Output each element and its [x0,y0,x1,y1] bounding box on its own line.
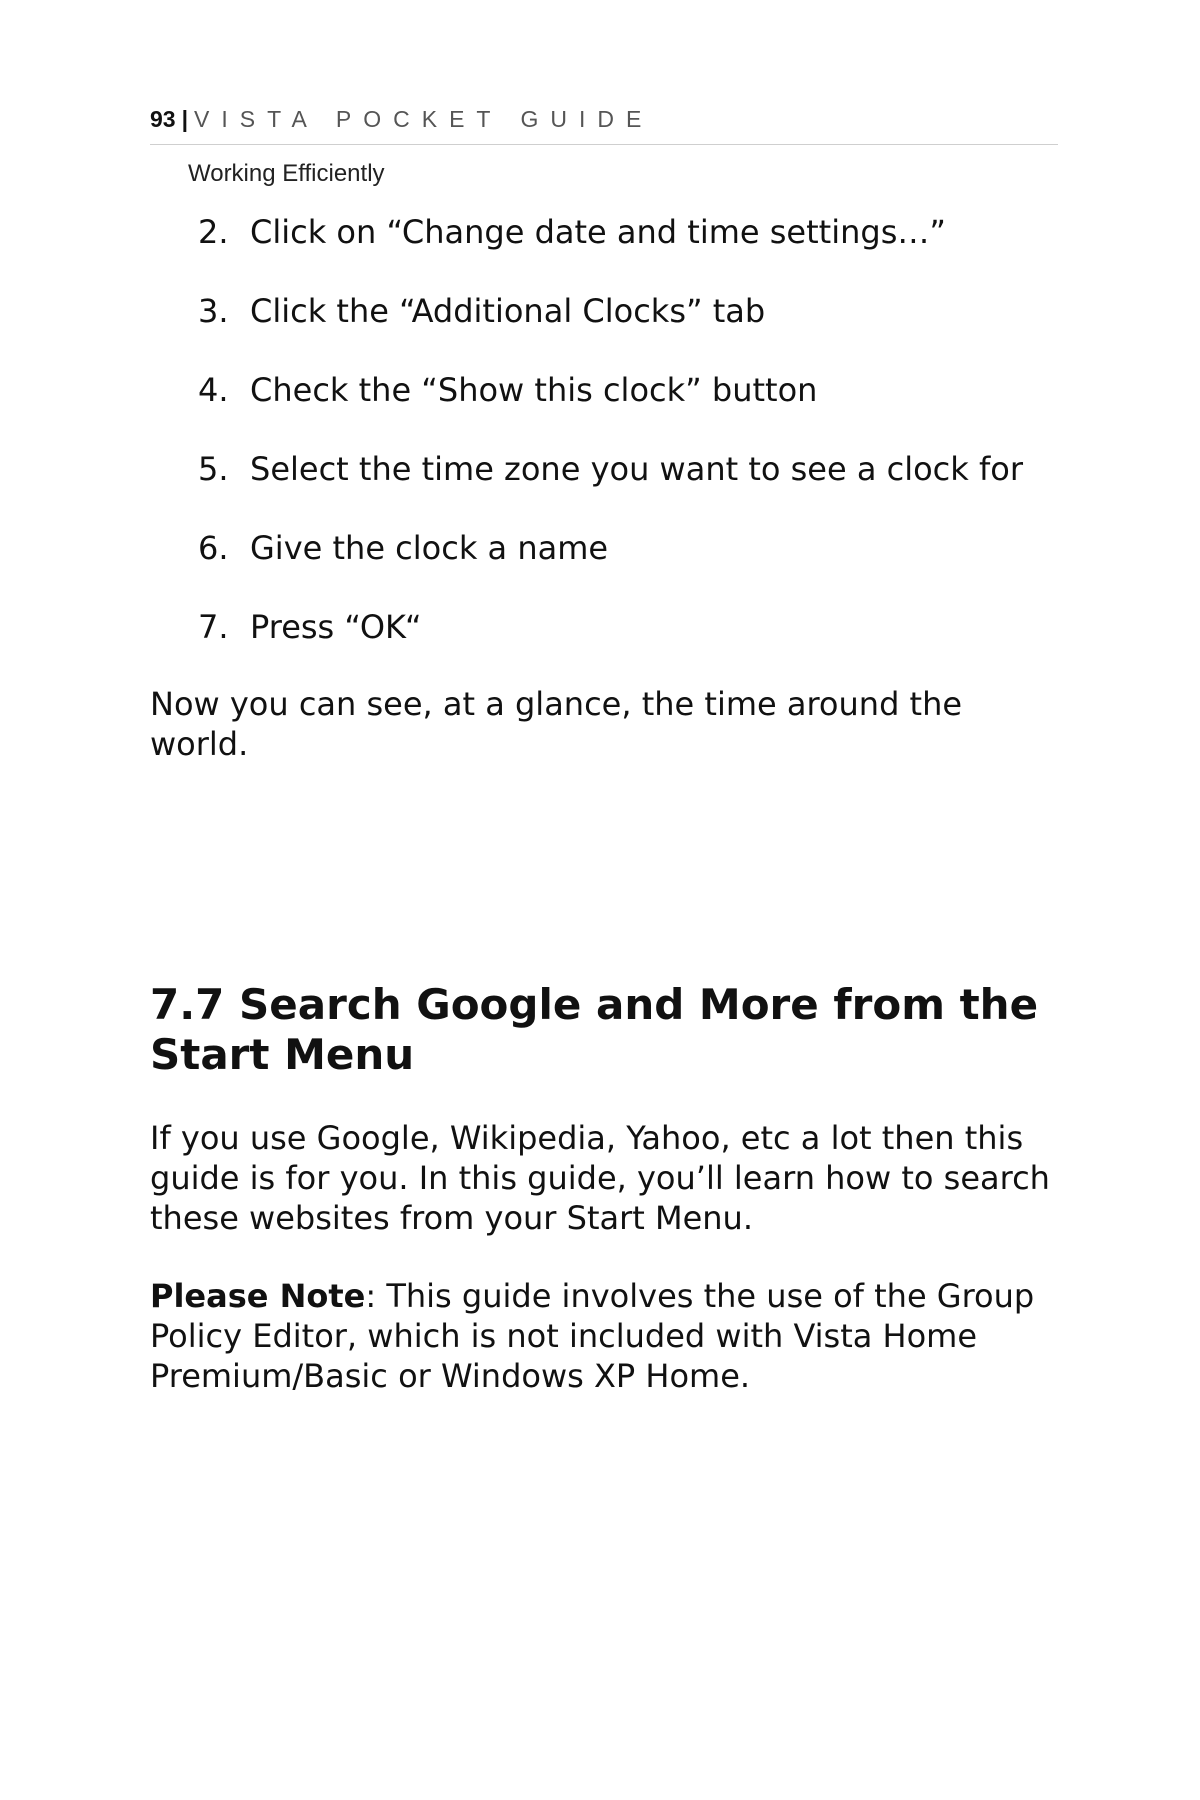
page-number: 93 [150,106,176,132]
step-number: 6. [198,529,229,567]
step-number: 2. [198,213,229,251]
step-number: 4. [198,371,229,409]
step-text: Press “OK“ [250,608,422,646]
step-text: Give the clock a name [250,529,609,567]
note-label: Please Note [150,1277,366,1315]
step-text: Click on “Change date and time settings…” [250,213,946,251]
step-number: 5. [198,450,229,488]
note-paragraph [150,1276,1060,1396]
header-separator: | [181,106,189,132]
step-number: 7. [198,608,229,646]
section-heading: 7.7 Search Google and More from the Start Menu [150,980,1039,1079]
running-header [150,104,1058,145]
intro-paragraph: If you use Google, Wikipedia, Yahoo, etc a lot then this guide is for you. In this guide, you’ll learn how to search these websites from your Start Menu. [150,1119,1050,1237]
step-text: Select the time zone you want to see a clock for [250,450,1023,488]
list-item [198,366,1023,445]
list-item [198,603,1023,682]
closing-paragraph: Now you can see, at a glance, the time around the world. [150,685,963,763]
section-label: Working Efficiently [188,160,385,187]
step-text: Click the “Additional Clocks” tab [250,292,766,330]
step-text: Check the “Show this clock” button [250,371,818,409]
list-item [198,445,1023,524]
list-item [198,287,1023,366]
note-text: : This guide involves the use of the Group Policy Editor, which is not included with Vista Home Premium/Basic or Windows XP Home. [150,1277,1035,1395]
step-number: 3. [198,292,229,330]
steps-list [198,208,1023,682]
list-item [198,208,1023,287]
book-title: VISTA POCKET GUIDE [194,106,654,132]
list-item [198,524,1023,603]
